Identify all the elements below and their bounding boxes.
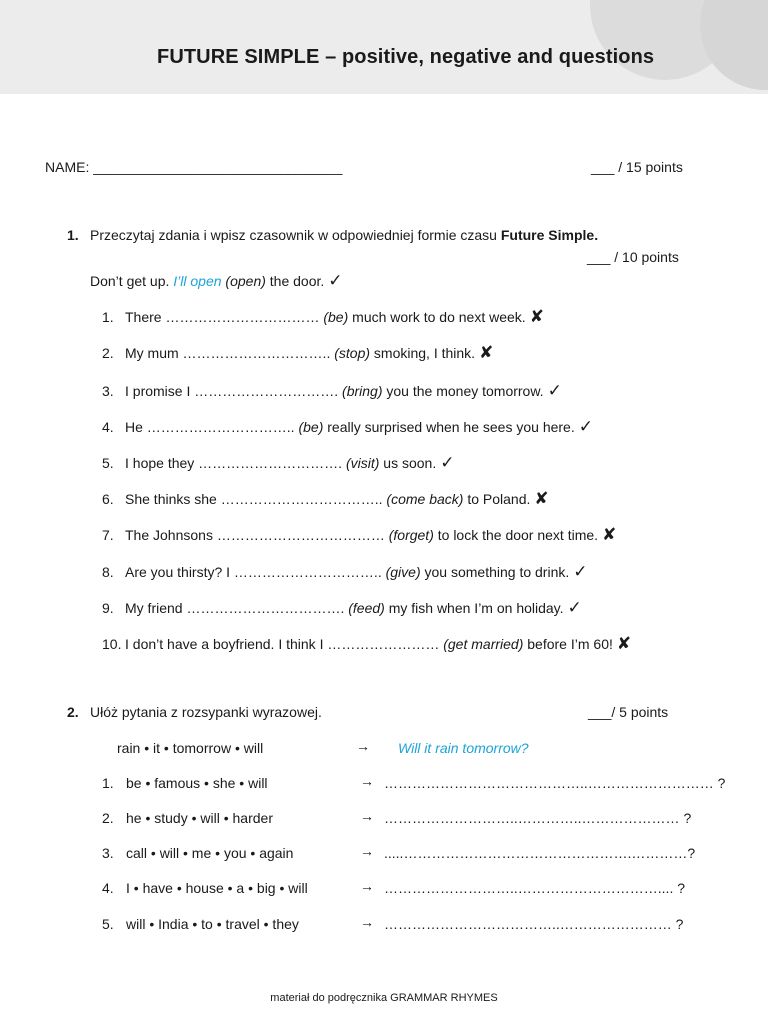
item-number: 10. <box>102 636 122 652</box>
page-title: FUTURE SIMPLE – positive, negative and questions <box>157 46 655 68</box>
exercise-1-item <box>102 525 616 545</box>
example-before: Don’t get up. <box>90 273 174 289</box>
item-scrambled-words: call • will • me • you • again <box>126 845 294 861</box>
item-scrambled-words: will • India • to • travel • they <box>126 916 299 932</box>
item-verb: (get married) <box>443 636 524 652</box>
arrow-icon: → <box>360 808 374 824</box>
item-verb: (be) <box>298 419 324 435</box>
arrow-icon: → <box>360 843 374 859</box>
exercise-1-item <box>102 634 631 654</box>
item-number: 6. <box>102 491 114 507</box>
answer-blank[interactable]: ………………………………..…………………… ? <box>384 916 684 932</box>
exercise-1-item <box>102 417 593 437</box>
cross-mark-icon: ✘ <box>616 634 632 653</box>
item-verb: (give) <box>385 564 421 580</box>
header-band <box>0 0 768 94</box>
cross-mark-icon: ✘ <box>602 525 617 544</box>
item-verb: (bring) <box>342 383 383 399</box>
item-text-after: much work to do next week. <box>348 309 526 325</box>
item-text-blank[interactable]: She thinks she …………………………….. <box>125 491 387 507</box>
answer-blank[interactable]: ………………………..…………..………………… ? <box>384 810 692 826</box>
item-verb: (forget) <box>388 527 434 543</box>
arrow-icon: → <box>360 914 374 930</box>
exercise-2-number: 2. <box>67 704 79 720</box>
item-text-blank[interactable]: I promise I …………………………. <box>125 383 343 399</box>
item-verb: (visit) <box>345 455 380 471</box>
total-points: ___ / 15 points <box>591 159 683 175</box>
item-verb: (feed) <box>348 600 385 616</box>
item-number: 4. <box>102 419 114 435</box>
item-scrambled-words: be • famous • she • will <box>126 775 268 791</box>
item-text-after: smoking, I think. <box>370 345 476 361</box>
exercise-1-example <box>90 271 343 291</box>
exercise-1-number: 1. <box>67 227 79 243</box>
item-text-blank[interactable]: I hope they …………………………. <box>125 455 346 471</box>
item-text-blank[interactable]: Are you thirsty? I ………………………….. <box>125 564 386 580</box>
exercise-1-item <box>102 598 582 618</box>
name-field[interactable]: NAME: ________________________________ <box>45 159 343 175</box>
item-number: 5. <box>102 455 114 471</box>
item-text-blank[interactable]: There …………………………… <box>125 309 324 325</box>
check-mark-icon: ✓ <box>328 271 343 290</box>
item-text-after: you something to drink. <box>420 564 570 580</box>
exercise-1-points: ___ / 10 points <box>587 249 679 265</box>
exercise-1-instruction <box>90 227 598 243</box>
answer-blank[interactable]: ………………………..………………………….... ? <box>384 880 686 896</box>
footer-credit: materiał do podręcznika GRAMMAR RHYMES <box>270 992 498 1004</box>
item-text-blank[interactable]: My friend ……………………………. <box>125 600 349 616</box>
item-verb: (be) <box>323 309 349 325</box>
exercise-2-example-words: rain • it • tomorrow • will <box>117 740 264 756</box>
item-text-after: before I’m 60! <box>523 636 613 652</box>
decorative-circle <box>700 0 768 90</box>
item-text-after: my fish when I’m on holiday. <box>384 600 564 616</box>
arrow-icon: → <box>356 738 370 754</box>
item-text-blank[interactable]: My mum ………………………….. <box>125 345 335 361</box>
exercise-1-item <box>102 562 588 582</box>
item-number: 4. <box>102 880 114 896</box>
cross-mark-icon: ✘ <box>534 489 549 508</box>
item-text-after: to lock the door next time. <box>433 527 599 543</box>
item-number: 1. <box>102 309 114 325</box>
exercise-2-points: ___/ 5 points <box>588 704 669 720</box>
arrow-icon: → <box>360 773 374 789</box>
check-mark-icon: ✓ <box>567 598 582 617</box>
item-text-after: you the money tomorrow. <box>382 383 544 399</box>
item-number: 3. <box>102 383 114 399</box>
item-number: 8. <box>102 564 114 580</box>
exercise-1-item <box>102 381 562 401</box>
item-verb: (stop) <box>334 345 371 361</box>
example-answer: I’ll open <box>173 273 222 289</box>
item-scrambled-words: I • have • house • a • big • will <box>126 880 308 896</box>
item-text-after: really surprised when he sees you here. <box>323 419 575 435</box>
instruction-text: Przeczytaj zdania i wpisz czasownik w odpowiedniej formie czasu <box>90 227 501 243</box>
item-scrambled-words: he • study • will • harder <box>126 810 273 826</box>
item-number: 9. <box>102 600 114 616</box>
item-number: 3. <box>102 845 114 861</box>
answer-blank[interactable]: ……………………………………..……………………… ? <box>384 775 726 791</box>
cross-mark-icon: ✘ <box>529 307 544 326</box>
item-text-blank[interactable]: He ………………………….. <box>125 419 299 435</box>
exercise-1-item <box>102 453 454 473</box>
check-mark-icon: ✓ <box>573 562 588 581</box>
example-verb: (open) <box>221 273 266 289</box>
answer-blank[interactable]: .....………………………………………….…………? <box>384 845 696 861</box>
item-text-after: to Poland. <box>463 491 531 507</box>
item-verb: (come back) <box>386 491 464 507</box>
exercise-1-item <box>102 307 544 327</box>
item-number: 5. <box>102 916 114 932</box>
check-mark-icon: ✓ <box>440 453 455 472</box>
item-text-blank[interactable]: I don’t have a boyfriend. I think I …………………… <box>125 636 444 652</box>
item-text-after: us soon. <box>379 455 437 471</box>
check-mark-icon: ✓ <box>547 381 562 400</box>
item-number: 2. <box>102 345 114 361</box>
item-number: 2. <box>102 810 114 826</box>
example-after: the door. <box>265 273 325 289</box>
exercise-2-example-answer: Will it rain tomorrow? <box>398 740 529 756</box>
exercise-1-item <box>102 343 493 363</box>
cross-mark-icon: ✘ <box>479 343 494 362</box>
exercise-1-item <box>102 489 549 509</box>
check-mark-icon: ✓ <box>578 417 593 436</box>
arrow-icon: → <box>360 878 374 894</box>
exercise-2-instruction: Ułóż pytania z rozsypanki wyrazowej. <box>90 704 322 720</box>
item-text-blank[interactable]: The Johnsons ……………………………… <box>125 527 389 543</box>
item-number: 1. <box>102 775 114 791</box>
instruction-tense: Future Simple. <box>500 227 599 243</box>
item-number: 7. <box>102 527 114 543</box>
